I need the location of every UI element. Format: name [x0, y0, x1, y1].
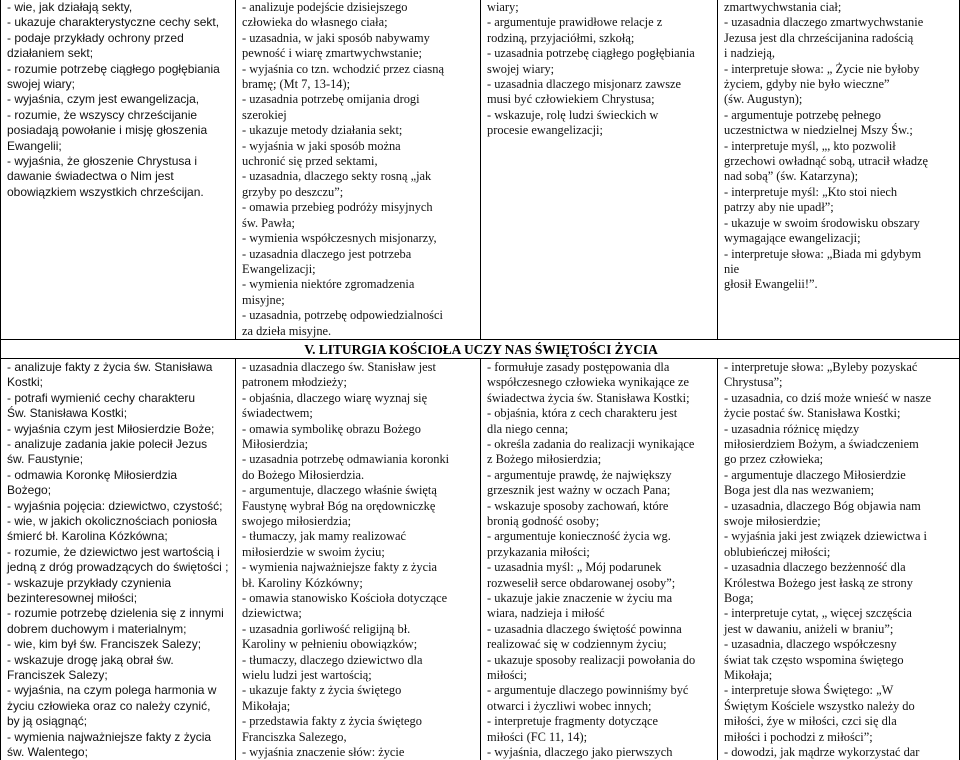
text-line: - określa zadania do realizacji wynikające [487, 436, 695, 451]
text-line: - interpretuje słowa: „Biada mi gdybym [724, 246, 922, 261]
cell-bottom-col4 [718, 358, 960, 760]
text-line: - uzasadnia dlaczego św. Stanisław jest [242, 359, 436, 374]
text-line: - tłumaczy, jak mamy realizować [242, 529, 406, 544]
text-line: dawanie świadectwa o Nim jest [7, 169, 174, 184]
text-line: św. Faustynie; [7, 452, 84, 467]
text-line: miłości, źye w miłości, czci się dla [724, 714, 897, 729]
text-line: - wie, kim był św. Franciszek Salezy; [7, 637, 202, 652]
text-line: - podaje przykłady ochrony przed [7, 30, 184, 45]
text-line: - formułuje zasady postępowania dla [487, 359, 670, 374]
text-line: - uzasadnia, co dziś może wnieść w nasze [724, 390, 932, 405]
text-line: - potrafi wymienić cechy charakteru [7, 390, 196, 405]
text-line: musi być człowiekiem Chrystusa; [487, 92, 655, 107]
text-line: oblubieńczej miłości; [724, 544, 831, 559]
text-line: - wyjaśnia, czym jest ewangelizacja, [7, 92, 200, 107]
text-line: głosił Ewangelii!”. [724, 277, 818, 292]
text-line: za dzieła misyjne. [242, 323, 332, 338]
text-line: wielu ludzi jest wartością; [242, 668, 372, 683]
text-line: działaniem sekt; [7, 46, 94, 61]
text-line: rodziną, przyjaciółmi, szkołą; [487, 30, 635, 45]
text-line: patrzy aby nie upadł”; [724, 200, 834, 215]
text-line: miłości; [487, 668, 527, 683]
text-line: - uzasadnia potrzebę ciągłego pogłębiania [487, 46, 695, 61]
text-line: - argumentuje dlaczego powinniśmy być [487, 683, 689, 698]
text-line: - uzasadnia dlaczego jest potrzeba [242, 246, 412, 261]
text-line: nie [724, 261, 740, 276]
text-line: Miłosierdzia; [242, 436, 309, 451]
text-line: - wyjaśnia w jaki sposób można [242, 138, 401, 153]
text-line: - rozumie potrzebę ciągłego pogłębiania [7, 61, 220, 76]
text-line: wiara, nadzieja i miłość [487, 606, 605, 621]
text-line: - wyjaśnia pojęcia: dziewictwo, czystość; [7, 498, 223, 513]
text-line: - wyjaśnia, na czym polega harmonia w [7, 683, 217, 698]
text-line: życiem, gdyby nie było wieczne” [724, 77, 890, 92]
text-line: go przez człowieka; [724, 452, 824, 467]
text-line: Świętym Kościele wszystko należy do [724, 698, 915, 713]
text-line: - analizuje podejście dzisiejszego [242, 0, 408, 14]
text-line: grzechowi owładnąć sobą, utracił władzę [724, 154, 929, 169]
cell-bottom-col2 [236, 358, 481, 760]
text-line: obowiązkiem wszystkich chrześcijan. [7, 184, 204, 199]
text-line: Ewangelizacji; [242, 261, 316, 276]
text-line: uczestnictwa w niedzielnej Mszy Św.; [724, 123, 913, 138]
table-row-top [1, 0, 960, 339]
text-line: - wymienia najważniejsze fakty z życia [242, 560, 438, 575]
text-line: otwarci i życzliwi wobec innych; [487, 698, 652, 713]
text-line: śmierć bł. Karolina Kózkówna; [7, 529, 168, 544]
text-line: - ukazuje sposoby realizacji powołania do [487, 652, 696, 667]
text-line: - argumentuje konieczność życia wg. [487, 529, 671, 544]
text-line: - wskazuje drogę jaką obrał św. [7, 652, 174, 667]
text-line: Chrystusa”; [724, 375, 783, 390]
text-line: Boga jest dla nas wezwaniem; [724, 483, 875, 498]
text-line: - wyjaśnia znaczenie słów: życie [242, 745, 405, 760]
text-line: i nadzieją, [724, 46, 775, 61]
text-line: - wyjaśnia jaki jest związek dziewictwa i [724, 529, 927, 544]
cell-top-col4 [718, 0, 960, 339]
cell-bottom-col1 [1, 358, 236, 760]
text-line: - uzasadnia potrzebę odmawiania koronki [242, 452, 450, 467]
text-line: patronem młodzieży; [242, 375, 347, 390]
text-line: - wymienia najważniejsze fakty z życia [7, 729, 212, 744]
text-line: - uzasadnia dlaczego świętość powinna [487, 621, 682, 636]
table-row-section-header [1, 339, 960, 358]
text-line: Karoliny w pełnieniu obowiązków; [242, 637, 418, 652]
text-line: miłości i pochodzi z miłości”; [724, 729, 873, 744]
text-line: - argumentuje dlaczego Miłosierdzie [724, 467, 906, 482]
text-line: jest w dawaniu, aniżeli w braniu”; [724, 621, 894, 636]
text-line: - uzasadnia dlaczego zmartwychwstanie [724, 15, 924, 30]
cell-bottom-col3 [481, 358, 718, 760]
text-line: - wyjaśnia, że głoszenie Chrystusa i [7, 154, 198, 169]
text-line: - tłumaczy, dlaczego dziewictwo dla [242, 652, 423, 667]
text-line: - interpretuje słowa Świętego: „W [724, 683, 894, 698]
text-line: swoje miłosierdzie; [724, 514, 821, 528]
text-line: bezinteresownej miłości; [7, 591, 138, 606]
text-line: - wyjaśnia czym jest Miłosierdzie Boże; [7, 421, 215, 436]
text-line: do Bożego Miłosierdzia. [242, 467, 365, 482]
text-line: - ukazuje metody działania sekt; [242, 123, 403, 138]
text-line: świadectwa życia św. Stanisława Kostki; [487, 390, 690, 405]
text-line: - wie, jak działają sekty, [7, 0, 133, 14]
text-line: - uzasadnia dlaczego bezżenność dla [724, 560, 906, 575]
text-line: Kostki; [7, 375, 44, 390]
text-line: Franciszek Salezy; [7, 668, 108, 683]
text-line: - przedstawia fakty z życia świętego [242, 714, 422, 729]
text-line: - rozumie, że wszyscy chrześcijanie [7, 107, 198, 122]
text-line: Mikołaja; [724, 668, 773, 683]
text-line: Królestwa Bożego jest łaską ze strony [724, 575, 913, 590]
text-line: - rozumie potrzebę dzielenia się z innymi [7, 606, 224, 621]
text-line: - uzasadnia myśl: „ Mój podarunek [487, 560, 662, 575]
text-line: - odmawia Koronkę Miłosierdzia [7, 467, 178, 482]
text-line: - argumentuje, dlaczego właśnie świętą [242, 483, 437, 498]
text-line: - analizuje zadania jakie polecił Jezus [7, 436, 208, 451]
text-line: - argumentuje prawdę, że największy [487, 467, 672, 482]
text-line: św. Pawła; [242, 215, 295, 230]
text-line: - wskazuje, rolę ludzi świeckich w [487, 107, 659, 122]
text-line: życiu człowieka oraz co należy czynić, [7, 698, 211, 713]
text-line: - uzasadnia gorliwość religijną bł. [242, 621, 411, 636]
text-line: - ukazuje charakterystyczne cechy sekt, [7, 15, 220, 30]
text-line: - argumentuje potrzebę pełnego [724, 107, 882, 122]
text-line: świadectwem; [242, 406, 313, 421]
cell-top-col3 [481, 0, 718, 339]
text-line: - dowodzi, jak mądrze wykorzystać dar [724, 745, 920, 760]
text-line: uchronić się przed sektami, [242, 154, 378, 169]
text-line: - interpretuje fragmenty dotyczące [487, 714, 658, 729]
text-line: bronią godność osoby; [487, 514, 600, 528]
text-line: swojej wiary; [487, 61, 555, 76]
text-line: - uzasadnia, w jaki sposób nabywamy [242, 30, 430, 45]
text-line: - interpretuje słowa: „ Życie nie byłoby [724, 61, 920, 76]
text-line: Ewangelii; [7, 138, 62, 153]
text-line: z Bożego miłosierdzia; [487, 452, 602, 467]
text-line: rozweselił serce obdarowanej osoby”; [487, 575, 676, 590]
text-line: - objaśnia, która z cech charakteru jest [487, 406, 678, 421]
text-line: dobrem duchowym i materialnym; [7, 621, 187, 636]
text-line: - ukazuje jakie znaczenie w życiu ma [487, 591, 673, 606]
text-line: misyjne; [242, 292, 285, 307]
text-line: Franciszka Salezego, [242, 729, 347, 744]
cell-top-col2 [236, 0, 481, 339]
text-line: - omawia symbolikę obrazu Bożego [242, 421, 421, 436]
text-line: posiadają powołanie i misję głoszenia [7, 123, 208, 138]
text-line: - objaśnia, dlaczego wiarę wyznaj się [242, 390, 428, 405]
text-line: Boga; [724, 591, 754, 606]
text-line: Mikołaja; [242, 698, 291, 713]
text-line: - wyjaśnia, dlaczego jako pierwszych [487, 745, 673, 760]
text-line: realizować się w codziennym życiu; [487, 637, 667, 652]
text-line: - omawia stanowisko Kościoła dotyczące [242, 591, 448, 606]
text-line: bramę; (Mt 7, 13-14); [242, 77, 351, 92]
text-line: dla niego cenna; [487, 421, 569, 436]
text-line: wymagające ewangelizacji; [724, 231, 861, 246]
text-line: - omawia przebieg podróży misyjnych [242, 200, 433, 215]
text-line: procesie ewangelizacji; [487, 123, 603, 138]
text-line: wiary; [487, 0, 519, 14]
text-line: - rozumie, że dziewictwo jest wartością i [7, 544, 220, 559]
text-line: - interpretuje słowa: „Byleby pozyskać [724, 359, 918, 374]
text-line: Faustynę wybrał Bóg na orędowniczkę [242, 498, 436, 513]
text-line: grzyby po deszczu”; [242, 184, 344, 199]
text-line: Bożego; [7, 483, 52, 498]
text-line: - uzasadnia, potrzebę odpowiedzialności [242, 308, 443, 323]
text-line: dziewictwa; [242, 606, 302, 621]
text-line: - ukazuje w swoim środowisku obszary [724, 215, 920, 230]
text-line: człowieka do własnego ciała; [242, 15, 388, 30]
text-line: - wie, w jakich okolicznościach poniosła [7, 514, 218, 528]
text-line: - uzasadnia, dlaczego sekty rosną „jak [242, 169, 432, 184]
text-line: miłosierdziem Bożym, a świadczeniem [724, 436, 919, 451]
text-line: grzesznik jest ważny w oczach Pana; [487, 483, 671, 498]
text-line: - wskazuje sposoby zachowań, które [487, 498, 669, 513]
text-line: świat tak często wspomina świętego [724, 652, 904, 667]
text-line: życie postać św. Stanisława Kostki; [724, 406, 901, 421]
text-line: - wymienia współczesnych misjonarzy, [242, 231, 437, 246]
text-line: - wymienia niektóre zgromadzenia [242, 277, 415, 292]
text-line: by ją osiągnąć; [7, 714, 88, 729]
text-line: miłosierdzie w swoim życiu; [242, 544, 385, 559]
cell-top-col1 [1, 0, 236, 339]
text-line: nad sobą” (św. Katarzyna); [724, 169, 859, 184]
text-line: - ukazuje fakty z życia świętego [242, 683, 402, 698]
text-line: (św. Augustyn); [724, 92, 803, 107]
text-line: - interpretuje myśl: „Kto stoi niech [724, 184, 898, 199]
text-line: św. Walentego; [7, 745, 88, 760]
text-line: swojej wiary; [7, 77, 76, 92]
text-line: Jezusa jest dla chrześcijanina radością [724, 30, 914, 45]
text-line: - interpretuje myśl, „, kto pozwolił [724, 138, 896, 153]
text-line: - uzasadnia, dlaczego współczesny [724, 637, 897, 652]
text-line: - uzasadnia, dlaczego Bóg objawia nam [724, 498, 921, 513]
text-line: pewność i wiarę zmartwychwstanie; [242, 46, 422, 61]
text-line: - argumentuje prawidłowe relacje z [487, 15, 663, 30]
section-title: V. LITURGIA KOŚCIOŁA UCZY NAS ŚWIĘTOŚCI ŻYCIA [304, 341, 658, 357]
text-line: - wyjaśnia co tzn. wchodzić przez ciasną [242, 61, 444, 76]
text-line: swojego miłosierdzia; [242, 514, 352, 528]
text-line: przykazania miłości; [487, 544, 590, 559]
text-line: miłości (FC 11, 14); [487, 729, 588, 744]
text-line: - interpretuje cytat, „ więcej szczęścia [724, 606, 912, 621]
text-line: - uzasadnia dlaczego misjonarz zawsze [487, 77, 682, 92]
text-line: - uzasadnia potrzebę omijania drogi [242, 92, 420, 107]
text-line: jedną z dróg prowadzących do świętości ; [7, 560, 229, 575]
text-line: - uzasadnia różnicę między [724, 421, 860, 436]
text-line: bł. Karoliny Kózkówny; [242, 575, 363, 590]
text-line: Św. Stanisława Kostki; [7, 406, 128, 421]
text-line: zmartwychwstania ciał; [724, 0, 842, 14]
text-line: szerokiej [242, 107, 287, 122]
text-line: - wskazuje przykłady czynienia [7, 575, 172, 590]
text-line: współczesnego człowieka wynikające ze [487, 375, 689, 390]
table-row-bottom [1, 358, 960, 760]
text-line: - analizuje fakty z życia św. Stanisława [7, 359, 213, 374]
